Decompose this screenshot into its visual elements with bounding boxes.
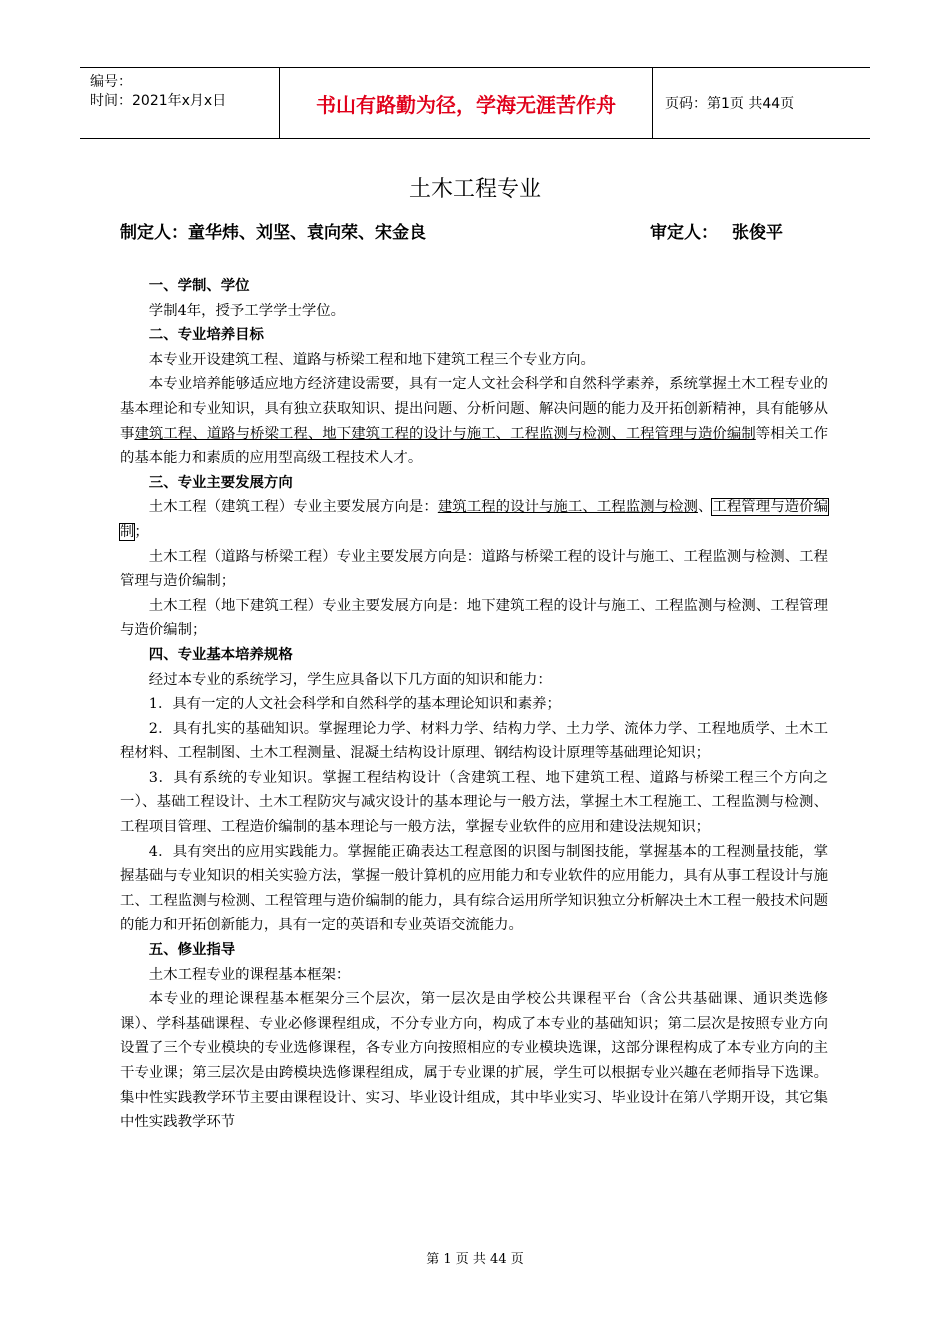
boxed-text: 工程管理与造价编制 [120,499,828,540]
underlined-text: 建筑工程、道路与桥梁工程、地下建筑工程的设计与施工、工程监测与检测、工程管理与造价编制 [134,425,756,442]
text-run: 、 [697,499,713,516]
paragraph: 土木工程（道路与桥梁工程）专业主要发展方向是：道路与桥梁工程的设计与施工、工程监测与检测、工程管理与造价编制； [120,548,828,590]
reviewer-label: 审定人： [650,223,718,243]
reviewer-name: 张俊平 [732,223,783,243]
section-heading: 三、专业主要发展方向 [148,474,293,491]
header-page-info: 页码：第1页 共44页 [665,96,795,112]
authors-line: 制定人：童华炜、刘坚、袁向荣、宋金良 [120,223,426,243]
reviewer-line [650,218,783,243]
paragraph: 1．具有一定的人文社会科学和自然科学的基本理论知识和素养； [148,696,561,713]
document-body [120,274,828,1135]
document-title: 土木工程专业 [408,177,541,202]
paragraph: 3．具有系统的专业知识。掌握工程结构设计（含建筑工程、地下建筑工程、道路与桥梁工程三个方向之一）、基础工程设计、土木工程防灾与减灾设计的基本理论与一般方法，掌握土木工程施工、工程监测与检测、工程项目管理、工程造价编制的基本理论与一般方法，掌握专业软件的应用和建设法规知识； [120,769,828,836]
paragraph: 经过本专业的系统学习，学生应具备以下几方面的知识和能力： [148,671,552,688]
paragraph [120,495,828,544]
paragraph: 2．具有扎实的基础知识。掌握理论力学、材料力学、结构力学、土力学、流体力学、工程地质学、土木工程材料、工程制图、土木工程测量、混凝土结构设计原理、钢结构设计原理等基础理论知识； [120,720,828,762]
section-heading: 一、学制、学位 [148,278,250,294]
paragraph [120,372,828,470]
page-footer: 第 1 页 共 44 页 [426,1252,524,1267]
section-heading: 五、修业指导 [148,942,236,959]
doc-number-label: 编号： [90,74,132,90]
text-run: 本专业培养能够适应地方经济建设需要，具有一定人文社会科学和自然科学素养，系统掌握土木工程专业的基本理论和专业知识，具有独立获取知识、提出问题、分析问题、解决问题的能力及开拓创新精神，具有能够从事 [120,376,828,442]
paragraph: 土木工程专业的课程基本框架： [148,966,351,983]
header-meta [80,68,280,138]
underlined-text: 建筑工程的设计与施工、工程监测与检测 [437,499,698,516]
doc-time-label: 时间：2021年x月x日 [90,93,227,109]
paragraph: 本专业的理论课程基本框架分三个层次，第一层次是由学校公共课程平台（含公共基础课、通识类选修课）、学科基础课程、专业必修课程组成，不分专业方向，构成了本专业的基础知识；第二层次是按照专业方向设置了三个专业模块的专业选修课程，各专业方向按照相应的专业模块选课，这部分课程构成了本专业方向的主干专业课；第三层次是由跨模块选修课程组成，属于专业课的扩展，学生可以根据专业兴趣在老师指导下选课。集中性实践教学环节主要由课程设计、实习、毕业设计组成，其中毕业实习、毕业设计在第八学期开设，其它集中性实践教学环节 [120,991,828,1131]
section-heading: 四、专业基本培养规格 [148,646,293,663]
section-heading: 二、专业培养目标 [148,327,264,344]
paragraph: 本专业开设建筑工程、道路与桥梁工程和地下建筑工程三个专业方向。 [148,351,595,368]
page-header [80,67,870,139]
text-run: 等相关工作的基本能力和素质的应用型高级工程技术人才。 [120,425,828,467]
text-run: ； [134,523,149,540]
paragraph: 土木工程（地下建筑工程）专业主要发展方向是：地下建筑工程的设计与施工、工程监测与检测、工程管理与造价编制； [120,597,828,639]
text-run: 土木工程（建筑工程）专业主要发展方向是： [148,499,438,516]
paragraph: 学制4年，授予工学学士学位。 [148,302,346,319]
header-motto: 书山有路勤为径，学海无涯苦作舟 [280,68,653,138]
paragraph: 4．具有突出的应用实践能力。掌握能正确表达工程意图的识图与制图技能，掌握基本的工程测量技能，掌握基础与专业知识的相关实验方法，掌握一般计算机的应用能力和专业软件的应用能力，具有从事工程设计与施工、工程监测与检测、工程管理与造价编制的能力，具有综合运用所学知识独立分析解决土木工程一般技术问题的能力和开拓创新能力，具有一定的英语和专业英语交流能力。 [120,843,828,934]
